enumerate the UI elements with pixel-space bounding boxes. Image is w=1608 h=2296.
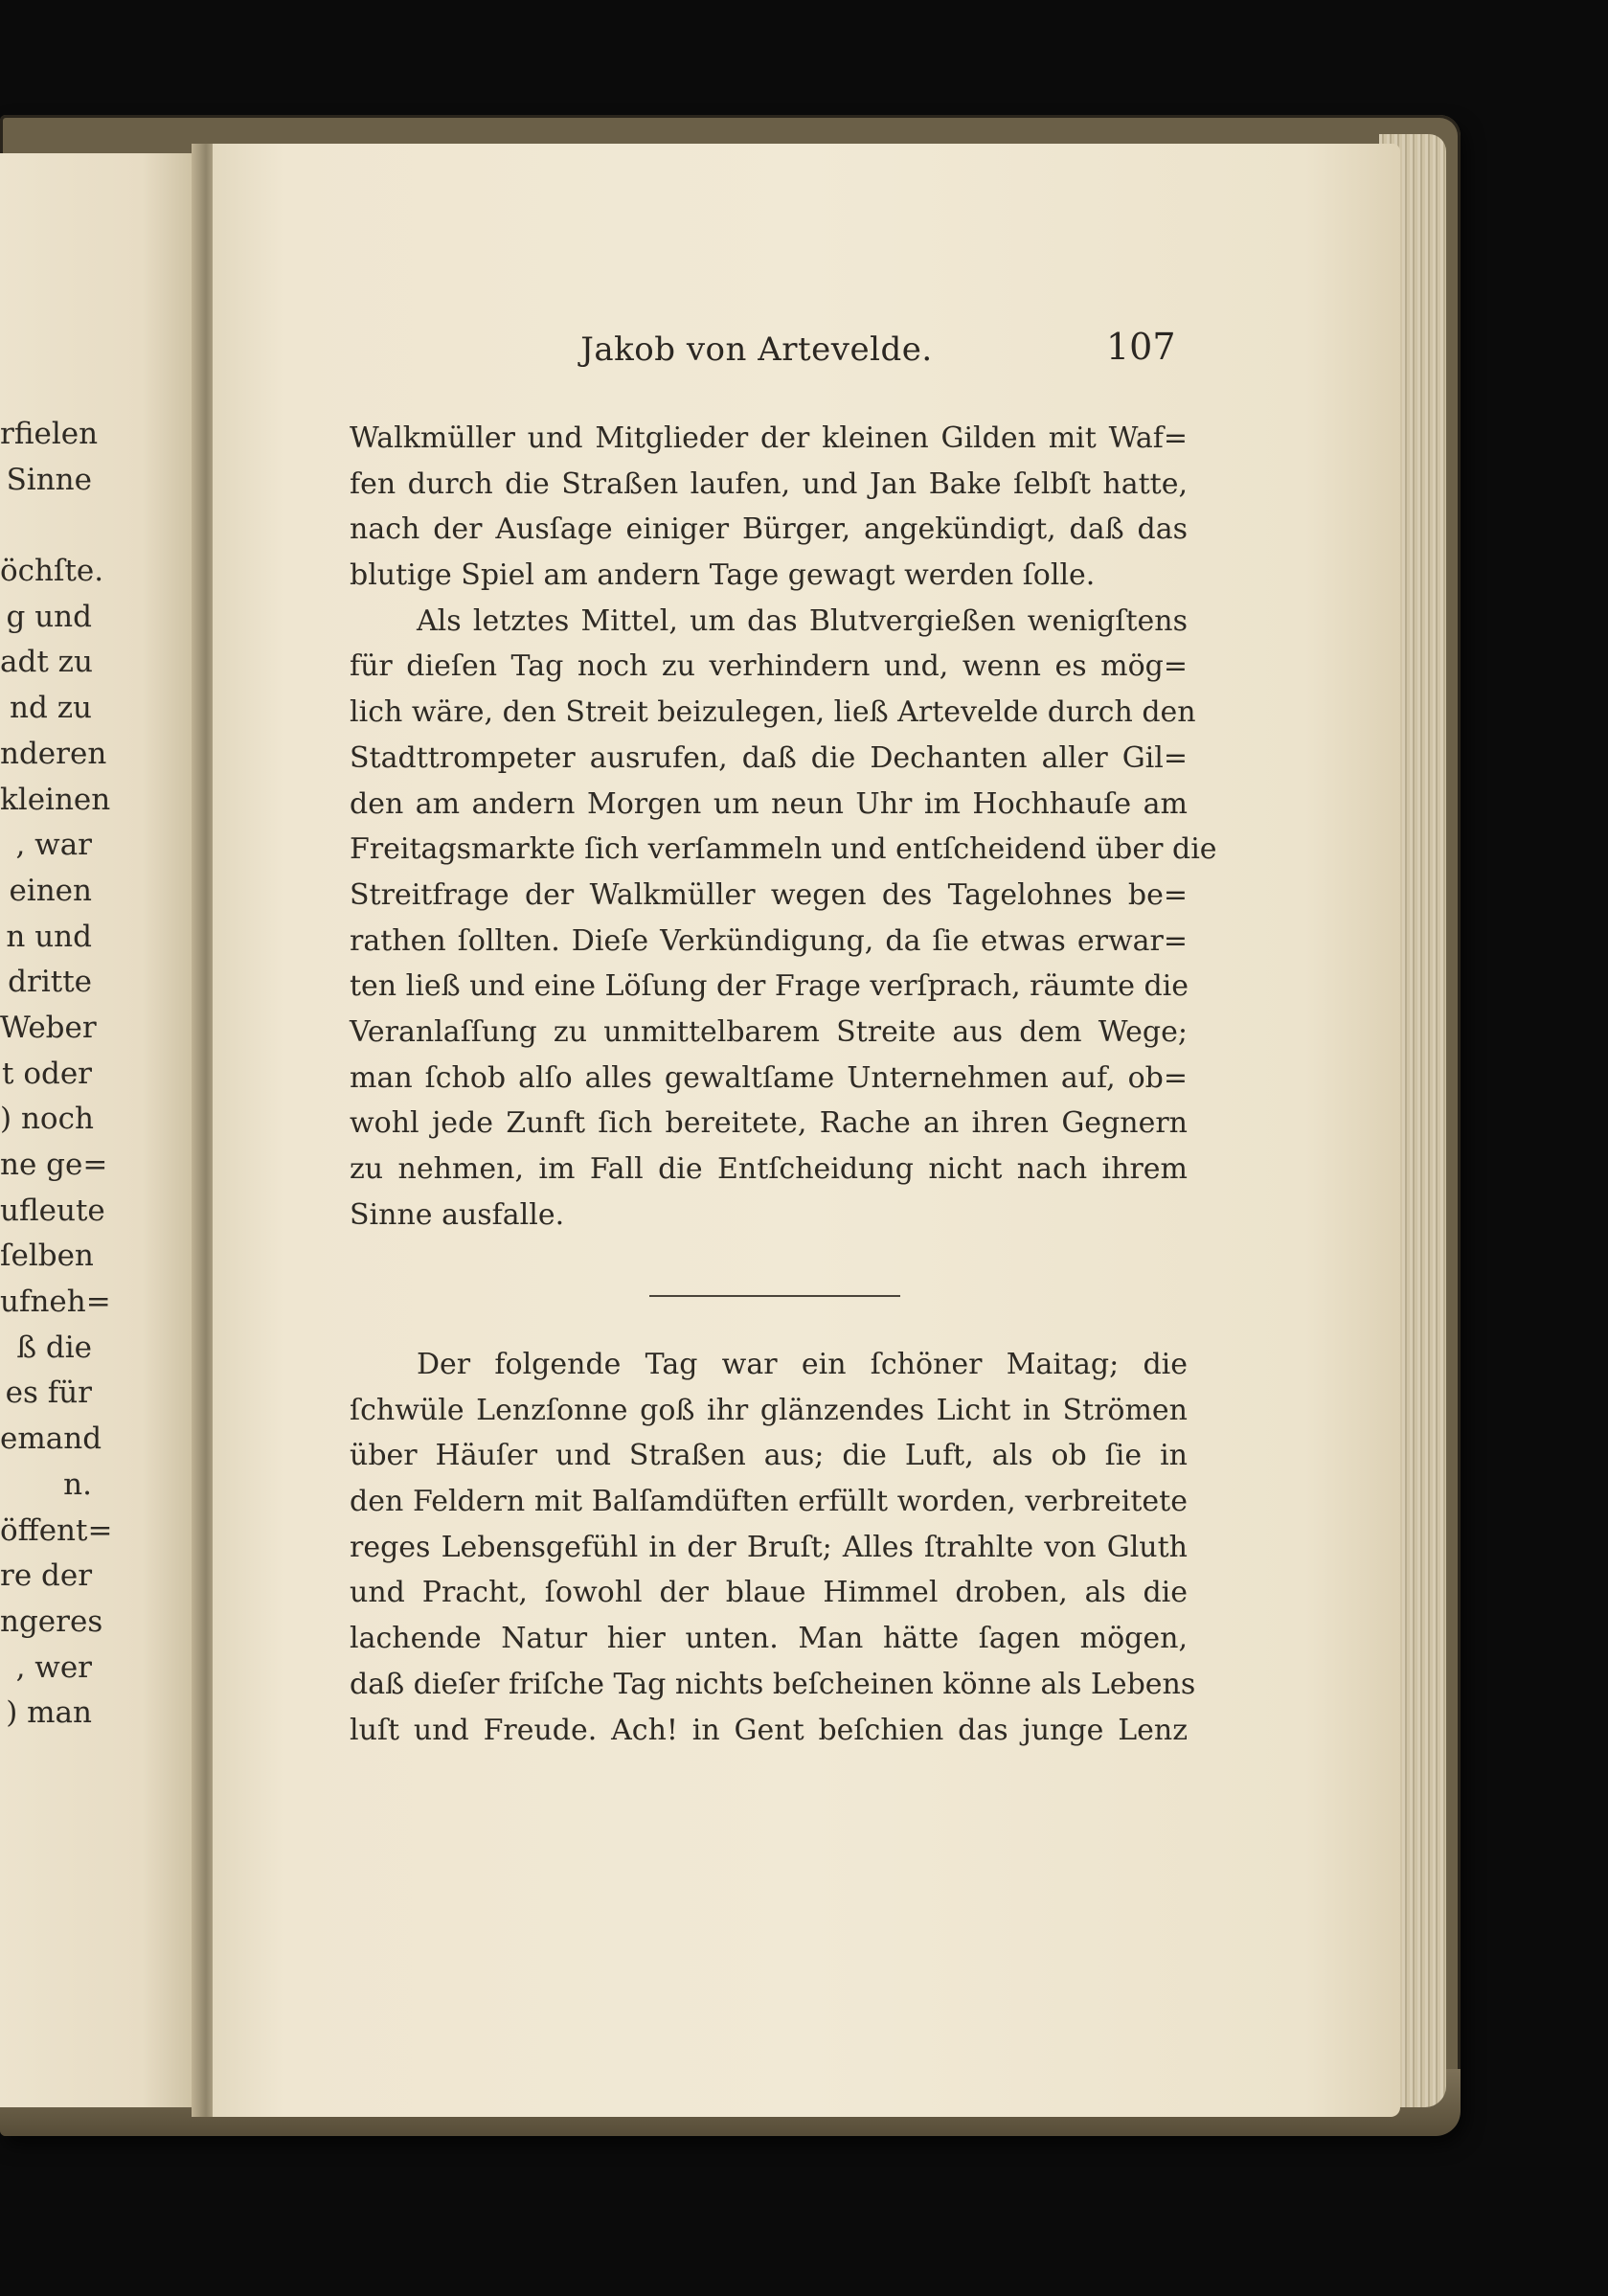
text-line: nach der Ausſage einiger Bürger, angekündigt, daß das [350,512,1188,547]
text-block-before-rule [350,416,1217,1238]
left-page-line: Sinne [6,462,92,497]
text-line: lachende Natur hier unten. Man hätte ſagen mögen, [350,1622,1188,1656]
text-block-after-rule [350,1342,1196,1753]
text-line: Veranlaſſung zu unmittelbarem Streite aus dem Wege; [350,1014,1188,1049]
text-line: daß dieſer friſche Tag nichts beſcheinen könne als Lebens [350,1667,1196,1701]
text-line: fen durch die Straßen laufen, und Jan Bake ſelbſt hatte, [350,466,1188,501]
left-page-line: re der [0,1558,93,1594]
text-line: Streitfrage der Walkmüller wegen des Tagelohnes be= [350,877,1188,912]
left-page-line: t oder [2,1056,92,1091]
left-page-text [0,412,113,1737]
text-line: blutige Spiel am andern Tage gewagt werden ſolle. [350,558,1096,593]
text-line: Als letztes Mittel, um das Blutvergießen wenigſtens [417,603,1188,638]
left-page-line: ufneh= [0,1284,111,1320]
left-page-line: adt zu [0,645,93,680]
text-line: ten ließ und eine Löſung der Frage verſprach, räumte die [350,969,1189,1004]
left-page-line: dritte [8,965,92,1000]
left-page-line: , wer [15,1649,92,1685]
left-page-line: ufleute [0,1193,105,1228]
text-line: rathen ſollten. Dieſe Verkündigung, da ſie etwas erwar= [350,923,1188,958]
left-page-line: öchſte. [0,554,104,589]
text-line: zu nehmen, im Fall die Entſcheidung nicht nach ihrem [350,1152,1188,1186]
left-page-line: ß die [16,1330,92,1365]
page-number: 107 [1106,326,1176,368]
left-page-line: ) man [6,1695,92,1731]
left-page-line: , war [15,828,92,863]
text-line: Walkmüller und Mitglieder der kleinen Gilden mit Waf= [350,421,1188,455]
left-page-line: ) noch [0,1102,94,1137]
running-head: Jakob von Artevelde. [580,330,933,369]
left-page-line [0,503,92,549]
left-page-line: ngeres [0,1603,103,1639]
left-page-line: nderen [0,736,107,771]
text-line: den am andern Morgen um neun Uhr im Hochhauſe am [350,786,1188,821]
text-line: für dieſen Tag noch zu verhindern und, wenn es mög= [350,649,1188,684]
left-page-line: einen [9,873,92,908]
left-page-line: öffent= [0,1512,113,1548]
text-line: luſt und Freude. Ach! in Gent beſchien das junge Lenz [350,1713,1188,1747]
left-page-line: n und [6,919,92,954]
text-line: man ſchob alſo alles gewaltſame Unternehmen auf, ob= [350,1060,1188,1095]
section-rule [649,1295,900,1297]
text-line: den Feldern mit Balſamdüften erfüllt worden, verbreitete [350,1485,1188,1519]
left-page-line: ne ge= [0,1148,108,1182]
text-line: ſchwüle Lenzſonne goß ihr glänzendes Licht in Strömen [350,1393,1188,1427]
text-line: lich wäre, den Streit beizulegen, ließ Artevelde durch den [350,695,1196,730]
left-page-line: rfielen [0,417,99,451]
text-line: wohl jede Zunft ſich bereitete, Rache an ihren Gegnern [350,1106,1188,1141]
text-line: über Häuſer und Straßen aus; die Luft, als ob ſie in [350,1439,1188,1473]
text-line: Der folgende Tag war ein ſchöner Maitag; die [417,1348,1188,1381]
left-page-line: n. [63,1466,92,1502]
left-page-line: ſelben [0,1239,94,1274]
left-page-line: nd zu [10,691,92,726]
text-line: Sinne ausfalle. [350,1197,565,1232]
text-line: Freitagsmarkte ſich verſammeln und entſcheidend über die [350,832,1217,867]
left-page-line: kleinen [0,782,111,817]
text-line: reges Lebensgefühl in der Bruſt; Alles ſtrahlte von Gluth [350,1530,1188,1564]
left-page-line: es für [5,1375,92,1411]
left-page-line: g und [6,599,92,634]
left-page-line: Weber [0,1010,97,1045]
left-page-line: emand [0,1421,102,1457]
text-line: und Pracht, ſowohl der blaue Himmel droben, als die [350,1576,1188,1610]
text-line: Stadttrompeter ausrufen, daß die Dechanten aller Gil= [350,740,1188,775]
